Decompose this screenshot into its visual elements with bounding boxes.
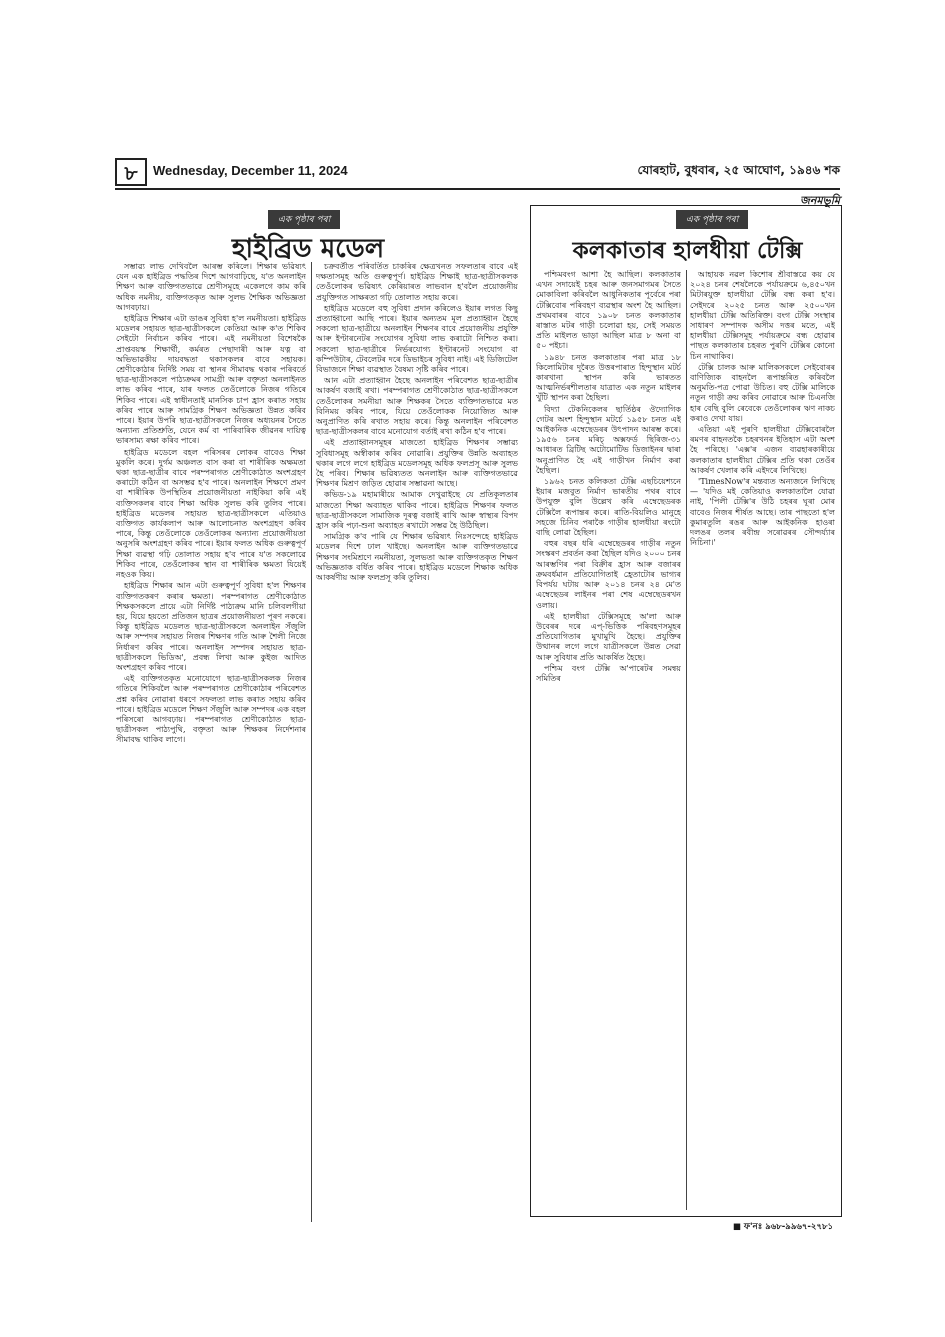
page-number: ৮ — [115, 158, 147, 186]
paragraph: হাইব্ৰিড শিক্ষাৰ আন এটা গুৰুত্বপূৰ্ণ সুবিধা হ'ল শিক্ষণৰ ব্যক্তিগতকৰণ কৰাৰ ক্ষমতা। পৰম্পৰাগত শ্ৰেণীকোঠাত শিক্ষকসকলে প্ৰায়ে এটা নিৰ্দিষ্ট পাঠ্যক্ৰম মানি চলিবলগীয়া হয়, যিয়ে হয়তো প্ৰতিজন ছাত্ৰৰ প্ৰয়োজনীয়তা পূৰণ নকৰে। কিন্তু হাইব্ৰিড মডেলত ছাত্ৰ-ছাত্ৰীসকলে অনলাইন সঁজুলি আৰু সম্পদৰ সহায়ত নিজৰ শিক্ষণৰ গতি আৰু শৈলী নিজে নিৰ্ধাৰণ কৰিব পাৰে। অনলাইন সম্পদৰ সহায়ত ছাত্ৰ-ছাত্ৰীসকলে ভিডিঅ', প্ৰবন্ধ লিখা আৰু কুইজ আদিত অংশগ্ৰহণ কৰিব পাৰে। — [116, 581, 306, 672]
page-header — [115, 158, 840, 186]
paragraph: এই ব্যক্তিগতকৃত মনোযোগে ছাত্ৰ-ছাত্ৰীসকলক নিজৰ গতিৰে শিকিবলৈ আৰু পৰম্পৰাগত শ্ৰেণীকোঠাৰ পৰিবেশত প্ৰশ্ন কৰিব নোৱাৰা ধৰণে সফলতা লাভ কৰাত সহায় কৰিব পাৰে। হাইব্ৰিড মডেলে শিক্ষণ সঁজুলি আৰু সম্পদৰ এক বহল পৰিসৰো আগবঢ়ায়। পৰম্পৰাগত শ্ৰেণীকোঠাত ছাত্ৰ-ছাত্ৰীসকল পাঠ্যপুথি, বক্তৃতা আৰু শিক্ষকৰ নিৰ্দেশনাৰ সীমাবদ্ধ থাকিব লাগে। — [116, 674, 306, 745]
right-kicker: এক পৃষ্ঠাৰ পৰা — [676, 210, 748, 229]
place-date: যোৰহাট, বুধবাৰ, ২৫ আঘোণ, ১৯৪৬ শক — [637, 163, 840, 177]
paragraph: টেক্সি চালক আৰু মালিকসকলে সেইবোৰৰ বাণিজ্যিক বাহনলৈ ৰূপান্তৰিত কৰিবলৈ অনুমতি-পত্ৰ পোৱা উচিত। বহু টেক্সি মালিকে নতুন গাড়ী ক্ৰয় কৰিব নোৱাৰে আৰু চিএনজি হাৰ বেছি বুলি ৰেবেকে তেওঁলোকৰ ঋণ নাকচ কৰাও দেখা যায়। — [690, 362, 835, 423]
left-title: হাইব্ৰিড মডেল — [231, 234, 385, 264]
paragraph: পশ্চিম বংগ টেক্সি অ'পাৰেটৰ সমন্বয় সমিতিৰ — [536, 663, 681, 683]
issue-date: Wednesday, December 11, 2024 — [153, 163, 348, 178]
paragraph: এই প্ৰত্যাহ্বানসমূহৰ মাজতো হাইব্ৰিড শিক্ষণৰ সম্ভাৱ্য সুবিধাসমূহ অস্বীকাৰ কৰিব নোৱাৰি। প্ৰযুক্তিৰ উন্নতি অব্যাহত থকাৰ লগে লগে হাইব্ৰিড মডেলসমূহ অধিক ফলপ্ৰসূ আৰু সুলভ হৈ পৰিব। শিক্ষাৰ ভৱিষ্যতত অনলাইন আৰু ব্যক্তিগতভাৱে শিক্ষণৰ মিশ্ৰণ জড়িত হোৱাৰ সম্ভাৱনা আছে। — [316, 438, 518, 489]
left-kicker: এক পৃষ্ঠাৰ পৰা — [268, 210, 340, 229]
paragraph: হাইব্ৰিড মডেলে বহু সুবিধা প্ৰদান কৰিলেও ইয়াৰ লগত কিছু প্ৰত্যাহ্বানো আছি পাৰে। ইয়াৰ অন্যতম মূল প্ৰত্যাহ্বান হৈছে সকলো ছাত্ৰ-ছাত্ৰীয়ে অনলাইন শিক্ষণৰ বাবে প্ৰয়োজনীয় প্ৰযুক্তি আৰু ইণ্টাৰনেটৰ সংযোগৰ সুবিধা লাভ কৰাটো নিশ্চিত কৰা। সকলো ছাত্ৰ-ছাত্ৰীৰে নিৰ্ভৰযোগ্য ইণ্টাৰনেট সংযোগ বা কম্পিউটাৰ, টেবলেটৰ দৰে ডিভাইচৰ সুবিধা নাই। এই ডিজিটেল বিভাজনে শিক্ষা ব্যৱস্থাত বৈষম্য সৃষ্টি কৰিব পাৰে। — [316, 303, 518, 375]
right-column-2 — [690, 270, 835, 1210]
paragraph: হাইব্ৰিড মডেলে বহল পৰিসৰৰ লোকৰ বাবেও শিক্ষা মুকলি কৰে। দুৰ্গম অঞ্চলত বাস কৰা বা শাৰীৰিক অক্ষমতা থকা ছাত্ৰ-ছাত্ৰীৰ বাবে পৰম্পৰাগত শ্ৰেণীকোঠাত অংশগ্ৰহণ কৰাটো কঠিন বা অসম্ভৱ হ'ব পাৰে। অনলাইন শিক্ষণে প্ৰমণ বা শাৰীৰিক উপস্থিতিৰ প্ৰয়োজনীয়তা নাইকিয়া কৰি এই ব্যক্তিসকলৰ বাবে শিক্ষা অধিক সুলভ কৰি তুলিব পাৰে। হাইব্ৰিড মডেলৰ সহায়ত ছাত্ৰ-ছাত্ৰীসকলে এতিয়াও ব্যক্তিগত কাৰ্যকলাপ আৰু আলোচনাত অংশগ্ৰহণ কৰিব পাৰে, কিন্তু তেওঁলোকে তেওঁলোকৰ অন্যান্য প্ৰয়োজনীয়তা অনুসৰি অংশগ্ৰহণ কৰিব পাৰে। ইয়াৰ ফলত অধিক গুৰুত্বপূৰ্ণ শিক্ষা ব্যৱস্থা গঢ়ি তোলাত সহায় হ'ব পাৰে য'ত সকলোৱে শিকিব পাৰে, তেওঁলোকৰ স্থান বা শাৰীৰিক ক্ষমতা যিয়েই নহওক কিয়। — [116, 447, 306, 580]
contact-phone: ■ ফ'নঃ ৯৬৮-৯৯৬৭-২৭৮১ — [732, 1222, 833, 1232]
paragraph: এতিয়া এই পুৰণি হালধীয়া টেক্সিবোৰলৈ ৰমণৰ বাহনতকৈ চহৰখনৰ ইতিহাস এটা অংশ হৈ পৰিছে। 'এক্স'ৰ এজন ব্যৱহাৰকাৰীয়ে কলকাতাৰ হালধীয়া টেক্সিৰ প্ৰতি থকা তেওঁৰ আকৰ্ষণ খেলাৰ কৰি এইদৰে লিখিছে। — [690, 425, 835, 475]
paragraph: হাইব্ৰিড শিক্ষাৰ এটা ডাঙৰ সুবিধা হ'ল নমনীয়তা। হাইব্ৰিড মডেলৰ সহায়ত ছাত্ৰ-ছাত্ৰীসকলে কেতিয়া আৰু ক'ত শিকিব সেইটো নিৰ্বাচন কৰিব পাৰে। এই নমনীয়তা বিশেষকৈ প্ৰাপ্তবয়স্ক শিক্ষাৰ্থী, কৰ্মৰত পেছাদাৰী আৰু যত্ন বা অভিভাৱকীয় দায়বদ্ধতা থকাসকলৰ বাবে সহায়ক। শ্ৰেণীকোঠাৰ নিৰ্দিষ্ট সময় বা স্থানৰ সীমাবদ্ধ থকাৰ পৰিবৰ্তে ছাত্ৰ-ছাত্ৰীসকলে পাঠ্যক্ৰমৰ সামগ্ৰী আৰু বক্তৃতা অনলাইনত লাভ কৰিব পাৰে, যাৰ ফলত তেওঁলোকে নিজৰ গতিৰে শিকিব পাৰে। এই স্বাধীনতাই মানসিক চাপ হ্ৰাস কৰাত সহায় কৰিব পাৰে আৰু সামগ্ৰিক শিক্ষণ অভিজ্ঞতা উন্নত কৰিব পাৰে। ইয়াৰ উপৰি ছাত্ৰ-ছাত্ৰীসকলে নিজৰ অধ্যয়নৰ সৈতে অন্যান্য প্ৰতিশ্ৰুতি, যেনে কৰ্ম বা পাৰিবাৰিক জীৱনৰ দায়িত্ব ভাৰসাম্য ৰক্ষা কৰিব পাৰে। — [116, 314, 306, 446]
paragraph: এই হালধীয়া টেক্সিসমূহে অ'লা আৰু উবেৰৰ দৰে এপ্‌-ভিত্তিক পৰিবহণসমূহৰ প্ৰতিযোগিতাৰ মুখামুখি হৈছে। প্ৰযুক্তিৰ উত্থানৰ লগে লগে যাত্ৰীসকলে উন্নত সেৱা আৰু সুবিধাৰ প্ৰতি আকৰ্ষিত হৈছে। — [536, 611, 681, 662]
left-column-2 — [316, 262, 518, 1222]
paragraph: পশ্চিমবংগ আশা হৈ আছিল। কলকাতাৰ এখন সদায়েই চহৰ আৰু জনসমাগমৰ সৈতে মোকাবিলা কৰিবলৈ আধুনিকতাৰ পূৰ্বেৰে পৰা টেক্সিবোৰ পৰিবহণ ব্যৱস্থাৰ অংশ হৈ আছিল। প্ৰথমবাৰৰ বাবে ১৯০৮ চনত কলকাতাৰ ৰাস্তাত মটৰ গাড়ী চলোৱা হয়, সেই সময়ত প্ৰতি মাইলত ভাড়া আছিল মাত্ৰ ৮ অনা বা ৫০ পইচা। — [536, 270, 681, 351]
paragraph: আন এটা প্ৰত্যাহ্বান হৈছে অনলাইন পৰিবেশত ছাত্ৰ-ছাত্ৰীৰ আকৰ্ষণ বজাই ৰখা। পৰম্পৰাগত শ্ৰেণীকোঠাত ছাত্ৰ-ছাত্ৰীসকলে তেওঁলোকৰ সমনীয়া আৰু শিক্ষকৰ সৈতে ব্যক্তিগতভাৱে মত বিনিময় কৰিব পাৰে, যিয়ে তেওঁলোকক নিয়োজিত আৰু অনুপ্ৰাণিত কৰি ৰখাত সহায় কৰে। কিন্তু অনলাইন পৰিবেশত ছাত্ৰ-ছাত্ৰীসকলৰ বাবে মনোযোগ বৰ্তাই ৰখা কঠিন হ'ব পাৰে। — [316, 376, 518, 437]
left-column-1 — [116, 262, 306, 1222]
paragraph: ১৯৪৮ চনত কলকাতাৰ পৰা মাত্ৰ ১৮ কিলোমিটাৰ দূৰৈত উত্তৰপাৰাত হিন্দুস্থান মটৰ্চ কাৰখানা স্থাপন কৰি ভাৰতত আত্মনিৰ্ভৰশীলতাৰ যাত্ৰাত এক নতুন মাইলৰ খুঁটি স্থাপন কৰা হৈছিল। — [536, 352, 681, 403]
right-column-1 — [536, 270, 681, 1210]
right-title: কলকাতাৰ হালধীয়া টেক্সি — [572, 237, 803, 264]
header-rule — [115, 188, 840, 190]
paragraph: আহায়ক নৱল কিশোৰ শ্ৰীবাস্তৱে কয় যে ২০২৪ চনৰ শেষলৈকে পৰ্যায়ক্ৰমে ৬,৪৫০খন মিটাৰযুক্ত হালধীয়া টেক্সি বন্ধ কৰা হ'ব। সেইদৰে ২০২৫ চনত আৰু ২৫০০খন হালধীয়া টেক্সি অতিৰিক্ত। বংগ টেক্সি সংস্থাৰ সাধাৰণ সম্পাদক অসীম দত্তৰ মতে, এই হালধীয়া টেক্সিসমূহ পৰ্যায়ক্ৰমে বন্ধ হোৱাৰ পাছত কলকাতাৰ চহৰত পুৰণি টেক্সিৰ কোনো চিন নাথাকিব। — [690, 270, 835, 361]
paragraph: সামগ্ৰিক ক'ব পাৰি যে শিক্ষাৰ ভৱিষ্যৎ নিঃসন্দেহে হাইব্ৰিড মডেলৰ দিশে ঢাল খাইছে। অনলাইন আৰু ব্যক্তিগতভাৱে শিক্ষণৰ সংমিশ্ৰণে নমনীয়তা, সুলভতা আৰু ব্যক্তিগতকৃত শিক্ষণ অভিজ্ঞতাক বৰ্ধিত কৰিব পাৰে। হাইব্ৰিড মডেলে শিক্ষাক অধিক আকৰ্ষণীয় আৰু ফলপ্ৰসূ কৰি তুলিব। — [316, 532, 518, 583]
paragraph: চক্ৰবৰ্তীত পৰিবৰ্তিত চাকৰিৰ ক্ষেত্ৰখনত সফলতাৰ বাবে এই দক্ষতাসমূহ অতি গুৰুত্বপূৰ্ণ। হাইব্ৰিড শিক্ষাই ছাত্ৰ-ছাত্ৰীসকলক তেওঁলোকৰ ভৱিষ্যৎ কেৰিয়াৰত লাভবান হ'বলৈ প্ৰয়োজনীয় প্ৰযুক্তিগত সাক্ষৰতা গঢ়ি তোলাত সহায় কৰে। — [316, 262, 518, 302]
paragraph: ১৯৬২ চনত কলিকতা টেক্সি এছচিয়েশ্যনে ইয়াৰ মজবুত নিৰ্মাণ ভাৰতীয় পথৰ বাবে উপযুক্ত বুলি উল্লেখ কৰি এম্বেছেডৰক টেক্সিলৈ ৰূপান্তৰ কৰে। ৰাতি-বিয়লিও মানুহে সহজে চিনিব পৰাকৈ গাড়ীৰ হালধীয়া ৰংটো বাছি লোৱা হৈছিল। — [536, 477, 681, 538]
paragraph: বহুৰ বছৰ ধৰি এম্বেছেডৰৰ গাড়ীৰ নতুন সংস্কৰণ প্ৰবৰ্তন কৰা হৈছিল যদিও ২০০০ চনৰ আৰম্ভণিৰ পৰা বিক্ৰীৰ হ্ৰাস আৰু বজাৰৰ ক্ৰমবৰ্ধমান প্ৰতিযোগিতাই হ্ৰেতাটোৰ ভাগ্যৰ বিপৰ্যয় ঘটায় আৰু ২০১৪ চনৰ ২৪ মে'ত এম্বেছেডৰ লাইনৰ পৰা শেষ এম্বেছেডৰখন ওলায়। — [536, 539, 681, 610]
paragraph: বিদ্যা টেকনিকেলৰ ছাৰ্তিষ্ঠৰ ঔদ্যোগিক গেটৰ অংশ হিন্দুস্থান মটৰ্চে ১৯৫৮ চনত এই আইকনিক এম্বেছেডৰৰ উৎপাদন আৰম্ভ কৰে। ১৯৫৬ চনৰ মৰিচ্ অক্সফৰ্ড ছিৰিজ-৩১ আধাৰত ব্ৰিটিছ অটোমোটিভ ডিজাইনৰ দ্বাৰা অনুপ্ৰাণিত হৈ এই গাড়ীখন নিৰ্মাণ কৰা হৈছিল। — [536, 404, 681, 475]
paragraph: সম্ভাৱ্য লাভ দেখিবলৈ আৰম্ভ কৰিলে। শিক্ষাৰ ভৱিষ্যৎ যেন এক হাইব্ৰিড পদ্ধতিৰ দিশে আগবাঢ়িছে, য'ত অনলাইন শিক্ষণ আৰু ব্যক্তিগতভাৱে শ্ৰেণীসমূহে একেলগে কাম কৰি অধিক নমনীয়, ব্যক্তিগতকৃত আৰু সুলভ শৈক্ষিক অভিজ্ঞতা আগবঢ়ায়। — [116, 262, 306, 312]
masthead-logo: জনমভূমি — [800, 194, 840, 207]
paragraph: 'TimesNow'ৰ মন্তব্যত অন্যজনে লিখিছে— 'যদিও মই কেতিয়াও কলকাতালৈ যোৱা নাই, 'পিলী টেক্সি'ৰ উঠি চহৰৰ ঘূৰা মোৰ বাবেও নিজৰ শীৰ্ষত আছে। তাৰ পাছতো হ'ল কুমাৰতুলি ৰঙৰ আৰু আইকনিক হাওৰা দলঙৰ তলৰ ৰবীন্দ্ৰ সৰোৱৰৰ সৌন্দৰ্য্যাৰ নিচিনা।' — [690, 477, 835, 548]
column-divider — [686, 270, 687, 1210]
column-divider — [311, 262, 312, 1222]
paragraph: কভিড-১৯ মহামাৰীয়ে আমাক দেখুৱাইছে যে প্ৰতিকূলতাৰ মাজতো শিক্ষা অব্যাহত থাকিব পাৰে। হাইব্ৰিড শিক্ষণৰ ফলত ছাত্ৰ-ছাত্ৰীসকলে সামাজিক দূৰত্ব বজাই ৰাখি আৰু স্বাস্থ্যৰ বিপদ হ্ৰাস কৰি পঢ়া-শুনা অব্যাহত ৰখাটো সম্ভৱ হৈ উঠিছিল। — [316, 490, 518, 531]
